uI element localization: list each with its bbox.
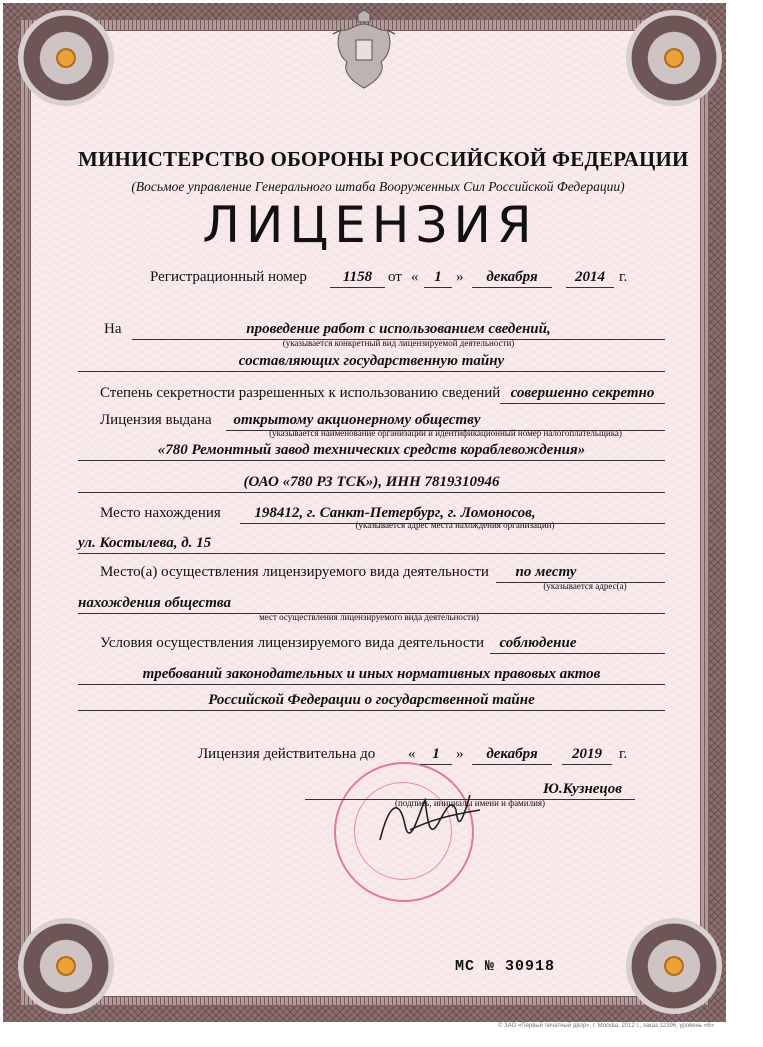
conditions-line-2: требований законодательных и иных нормативных правовых актов: [142, 666, 601, 682]
licensee-hint: (указывается наименование организации и идентификационный номер налогоплательщика): [269, 428, 622, 438]
corner-rosette-icon: [18, 918, 114, 1014]
validity-quote-open: «: [408, 746, 416, 762]
registration-number: 1158: [342, 269, 373, 285]
secrecy-label: Степень секретности разрешенных к использованию сведений: [100, 385, 501, 401]
corner-rosette-icon: [626, 10, 722, 106]
secrecy-value: совершенно секретно: [510, 385, 655, 401]
places-label: Место(а) осуществления лицензируемого вида деятельности: [100, 564, 489, 580]
department-subheading: (Восьмое управление Генерального штаба Вооруженных Сил Российской Федерации): [131, 179, 625, 194]
places-line-2: нахождения общества: [78, 595, 231, 611]
corner-rosette-icon: [18, 10, 114, 106]
fill-line: [78, 553, 665, 554]
fill-line: [566, 287, 614, 288]
location-label: Место нахождения: [100, 505, 221, 521]
validity-month: декабря: [486, 746, 538, 762]
licensee-label: Лицензия выдана: [100, 412, 212, 428]
location-line-2: ул. Костылева, д. 15: [78, 535, 212, 551]
signatory-name: Ю.Кузнецов: [543, 781, 622, 797]
corner-rosette-icon: [626, 918, 722, 1014]
places-hint-1: (указывается адрес(а): [543, 581, 627, 591]
activity-hint: (указывается конкретный вид лицензируемой деятельности): [282, 338, 515, 348]
fill-line: [472, 764, 552, 765]
validity-year-suffix: г.: [619, 746, 628, 762]
activity-line-1: проведение работ с использованием сведений,: [246, 321, 551, 337]
validity-quote-close: »: [456, 746, 464, 762]
fill-line: [424, 287, 452, 288]
conditions-label: Условия осуществления лицензируемого вида деятельности: [100, 635, 485, 651]
location-hint: (указывается адрес места нахождения организации): [355, 520, 555, 530]
registration-label: Регистрационный номер: [150, 269, 307, 285]
quote-open: «: [411, 269, 419, 285]
validity-year: 2019: [572, 746, 602, 762]
fill-line: [330, 287, 385, 288]
validity-label: Лицензия действительна до: [198, 746, 376, 762]
signature-hint: (подпись, инициалы имени и фамилия): [394, 798, 546, 808]
licensee-line-3: (ОАО «780 РЗ ТСК»), ИНН 7819310946: [243, 474, 500, 490]
ministry-heading: МИНИСТЕРСТВО ОБОРОНЫ РОССИЙСКОЙ ФЕДЕРАЦИИ: [78, 147, 689, 171]
validity-day: 1: [432, 746, 440, 762]
licensee-value: открытому акционерному обществу: [233, 412, 481, 428]
fill-line: [78, 684, 665, 685]
handwritten-signature-icon: [370, 780, 490, 860]
conditions-value: соблюдение: [499, 635, 577, 651]
document-title: ЛИЦЕНЗИЯ: [202, 196, 538, 254]
fill-line: [78, 460, 665, 461]
serial-number: МС № 30918: [455, 958, 556, 975]
fill-line: [78, 710, 665, 711]
fill-line: [78, 371, 665, 372]
activity-line-2: составляющих государственную тайну: [238, 353, 505, 369]
places-value: по месту: [515, 564, 577, 580]
location-value: 198412, г. Санкт-Петербург, г. Ломоносов,: [254, 505, 536, 521]
fill-line: [490, 653, 665, 654]
registration-day: 1: [434, 269, 442, 285]
double-headed-eagle-emblem-icon: [325, 10, 403, 94]
fill-line: [420, 764, 452, 765]
fill-line: [562, 764, 612, 765]
activity-label: На: [104, 321, 122, 337]
fill-line: [78, 492, 665, 493]
conditions-line-3: Российской Федерации о государственной тайне: [208, 692, 535, 708]
licensee-line-2: «780 Ремонтный завод технических средств кораблевождения»: [157, 442, 586, 458]
year-suffix: г.: [619, 269, 628, 285]
registration-year: 2014: [575, 269, 605, 285]
from-label: от: [388, 269, 402, 285]
places-hint-2: мест осуществления лицензируемого вида деятельности): [259, 612, 479, 622]
registration-month: декабря: [486, 269, 538, 285]
printer-footer: © ЗАО «Первый печатный двор», г. Москва, 2012 г., заказ 12396, уровень «В»: [498, 1023, 715, 1029]
fill-line: [500, 403, 665, 404]
fill-line: [472, 287, 552, 288]
quote-close: »: [456, 269, 464, 285]
